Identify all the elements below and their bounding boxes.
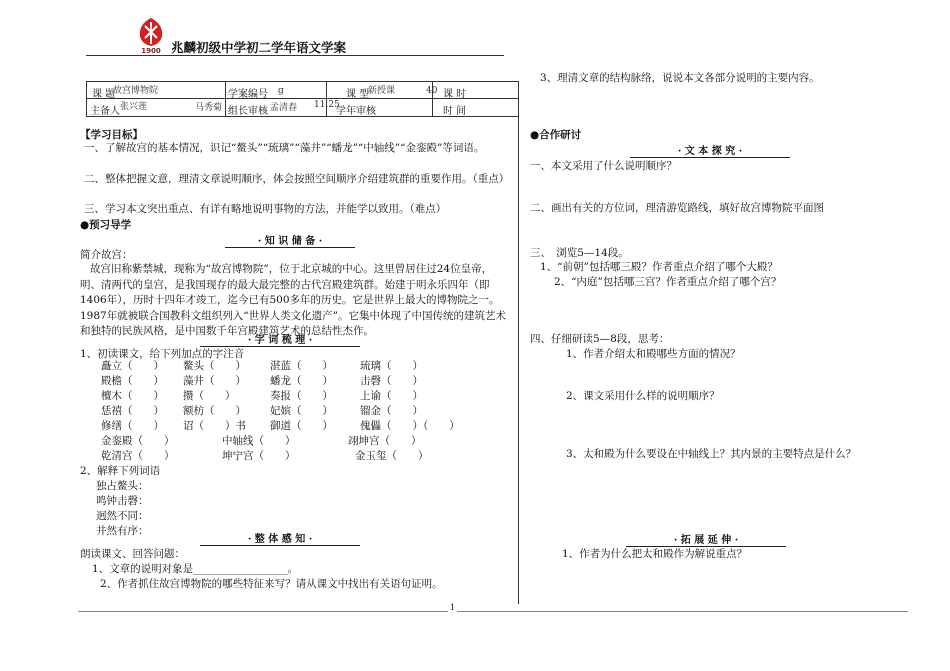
overall-bar: · 整 体 感 知 · [200, 530, 360, 546]
read-question-label: 朗读课文、回答问题： [80, 548, 185, 560]
extend-bar: · 拓 展 延 伸 · [626, 531, 786, 547]
value-plan-number: g [278, 86, 284, 96]
explore-q3: 三、 浏览5—14段。 [530, 247, 629, 259]
coop-title: ●合作研讨 [530, 129, 582, 141]
pinyin-item: 攒（ ） [183, 390, 236, 402]
words-bar: · 字 词 梳 理 · [200, 331, 360, 347]
explore-q4c: 3、太和殿为什么要设在中轴线上？其内景的主要特点是什么？ [566, 448, 857, 460]
question-explain: 2、解释下列词语 [80, 465, 161, 477]
explain-word: 迥然不同： [96, 510, 149, 522]
footer-rule [78, 611, 908, 612]
pinyin-item: 金玉玺（ ） [355, 450, 429, 462]
explain-word: 井然有序： [96, 525, 149, 537]
school-logo [133, 16, 169, 54]
school-title: 兆麟初级中学初二学年语文学案 [171, 40, 347, 55]
pinyin-item: 翊坤宫（ ） [348, 435, 422, 447]
value-topic: 故宫博物院 [113, 86, 159, 96]
intro-text: 故宫旧称紫禁城，现称为“故宫博物院”，位于北京城的中心。这里曾居住过24位皇帝，明、清两代的皇宫，是我国现存的最大最完整的古代宫殿建筑群。始建于明永乐四年（即1406年），历时十四年才竣工，迄今已有500多年的历史。它是世界上最大的博物院之一。1987年就被联合国教科文组织列入“世界人类文化遗产”。它集中体现了中国传统的建筑艺术和独特的民族风格，是中国数千年宫殿建筑艺术的总结性杰作。 [80, 263, 506, 337]
pinyin-item: 奏报（ ） [270, 390, 333, 402]
label-lesson-type: 课 型 [346, 89, 370, 100]
value-lesson-type: 新授课 [368, 86, 396, 96]
pinyin-item: 蟠龙（ ） [270, 375, 333, 387]
pinyin-item: 鳌头（ ） [183, 360, 246, 372]
pinyin-item: 湛蓝（ ） [270, 360, 333, 372]
explore-q3a: 1、“前朝”包括哪三殿？作者重点介绍了哪个大殿？ [540, 261, 778, 273]
label-year-review: 学年审核 [336, 106, 376, 117]
explore-q4b: 2、课文采用什么样的说明顺序？ [566, 390, 720, 402]
page-number: 1 [450, 603, 456, 612]
pinyin-item: 恁禧（ ） [101, 405, 164, 417]
explore-bar: · 文 本 探 究 · [630, 142, 790, 158]
intro-label: 简介故宫： [80, 249, 133, 261]
value-period: 40 [426, 86, 438, 96]
pinyin-item: 金銮殿（ ） [101, 435, 175, 447]
pinyin-item: 修缮（ ） [101, 420, 164, 432]
label-topic: 课 题 [92, 89, 116, 100]
explore-q4a: 1、作者介绍太和殿哪些方面的情况？ [566, 348, 741, 360]
read-question-2: 2、作者抓住故宫博物院的哪些特征来写？请从课文中找出有关语句证明。 [100, 578, 443, 590]
explore-q3b: 2、“内庭”包括哪三宫？作者重点介绍了哪个宫？ [554, 276, 782, 288]
pinyin-item: 御道（ ） [270, 420, 333, 432]
extend-q1: 1、作者为什么把太和殿作为解说重点？ [562, 548, 748, 560]
header-rule [86, 55, 504, 56]
goal-1: 一、了解故宫的基本情况，识记“鳌头”“琉璃”“藻井”“蟠龙”“中轴线”“金銮殿”等词语。 [84, 142, 485, 154]
pinyin-item: 中轴线（ ） [222, 435, 296, 447]
pinyin-item: 乾清宫（ ） [101, 450, 175, 462]
explore-q1: 一、本文采用了什么说明顺序？ [530, 160, 677, 172]
value-date: 11.25 [314, 100, 340, 110]
explain-word: 鸣钟击磬： [96, 495, 149, 507]
label-group-review: 组长审核 [228, 106, 268, 117]
question-pinyin: 1、初读课文，给下列加点的字注音 [80, 348, 245, 360]
value-author-2: 马秀菊 [195, 103, 223, 113]
goals-title: 【学习目标】 [80, 129, 143, 141]
label-plan-number: 学案编号 [228, 89, 268, 100]
label-period: 课 时 [443, 89, 467, 100]
pinyin-item: 琉璃（ ） [360, 360, 423, 372]
pinyin-item: 傀儡（ ）（ ） [360, 420, 460, 432]
pinyin-item: 镏金（ ） [360, 405, 423, 417]
pinyin-item: 击磬（ ） [360, 375, 423, 387]
pinyin-item: 诏（ ）书 [183, 420, 246, 432]
goal-2: 二、整体把握文意，理清文章说明顺序，体会按照空间顺序介绍建筑群的重要作用。（重点） [84, 173, 510, 185]
read-question-1: 1、文章的说明对象是__________________。 [92, 563, 299, 575]
value-group-review: 孟清春 [270, 103, 298, 113]
pinyin-item: 檀木（ ） [101, 390, 164, 402]
logo-year: 1900 [141, 47, 161, 54]
explore-q4: 四、仔细研读5—8段，思考： [530, 333, 670, 345]
pinyin-item: 殿檐（ ） [101, 375, 164, 387]
explore-q2: 二、画出有关的方位词，理清游览路线，填好故宫博物院平面图 [530, 202, 824, 214]
knowledge-bar: · 知 识 储 备 · [225, 232, 355, 248]
value-author-1: 张兴莲 [120, 102, 148, 112]
pinyin-item: 矗立（ ） [101, 360, 164, 372]
pinyin-item: 坤宁宫（ ） [222, 450, 296, 462]
read-question-3: 3、理清文章的结构脉络，说说本文各部分说明的主要内容。 [540, 72, 820, 84]
pinyin-item: 上谕（ ） [360, 390, 423, 402]
column-divider [518, 116, 519, 604]
goal-3: 三、学习本文突出重点、有详有略地说明事物的方法，并能学以致用。（难点） [84, 203, 447, 215]
pinyin-item: 额枋（ ） [183, 405, 246, 417]
explain-word: 独占鳌头： [96, 480, 149, 492]
label-author: 主备人 [90, 106, 120, 117]
pinyin-item: 妃嫔（ ） [270, 405, 333, 417]
label-time: 时 间 [443, 106, 467, 117]
pinyin-item: 藻井（ ） [183, 375, 246, 387]
preview-title: ●预习导学 [80, 219, 132, 231]
